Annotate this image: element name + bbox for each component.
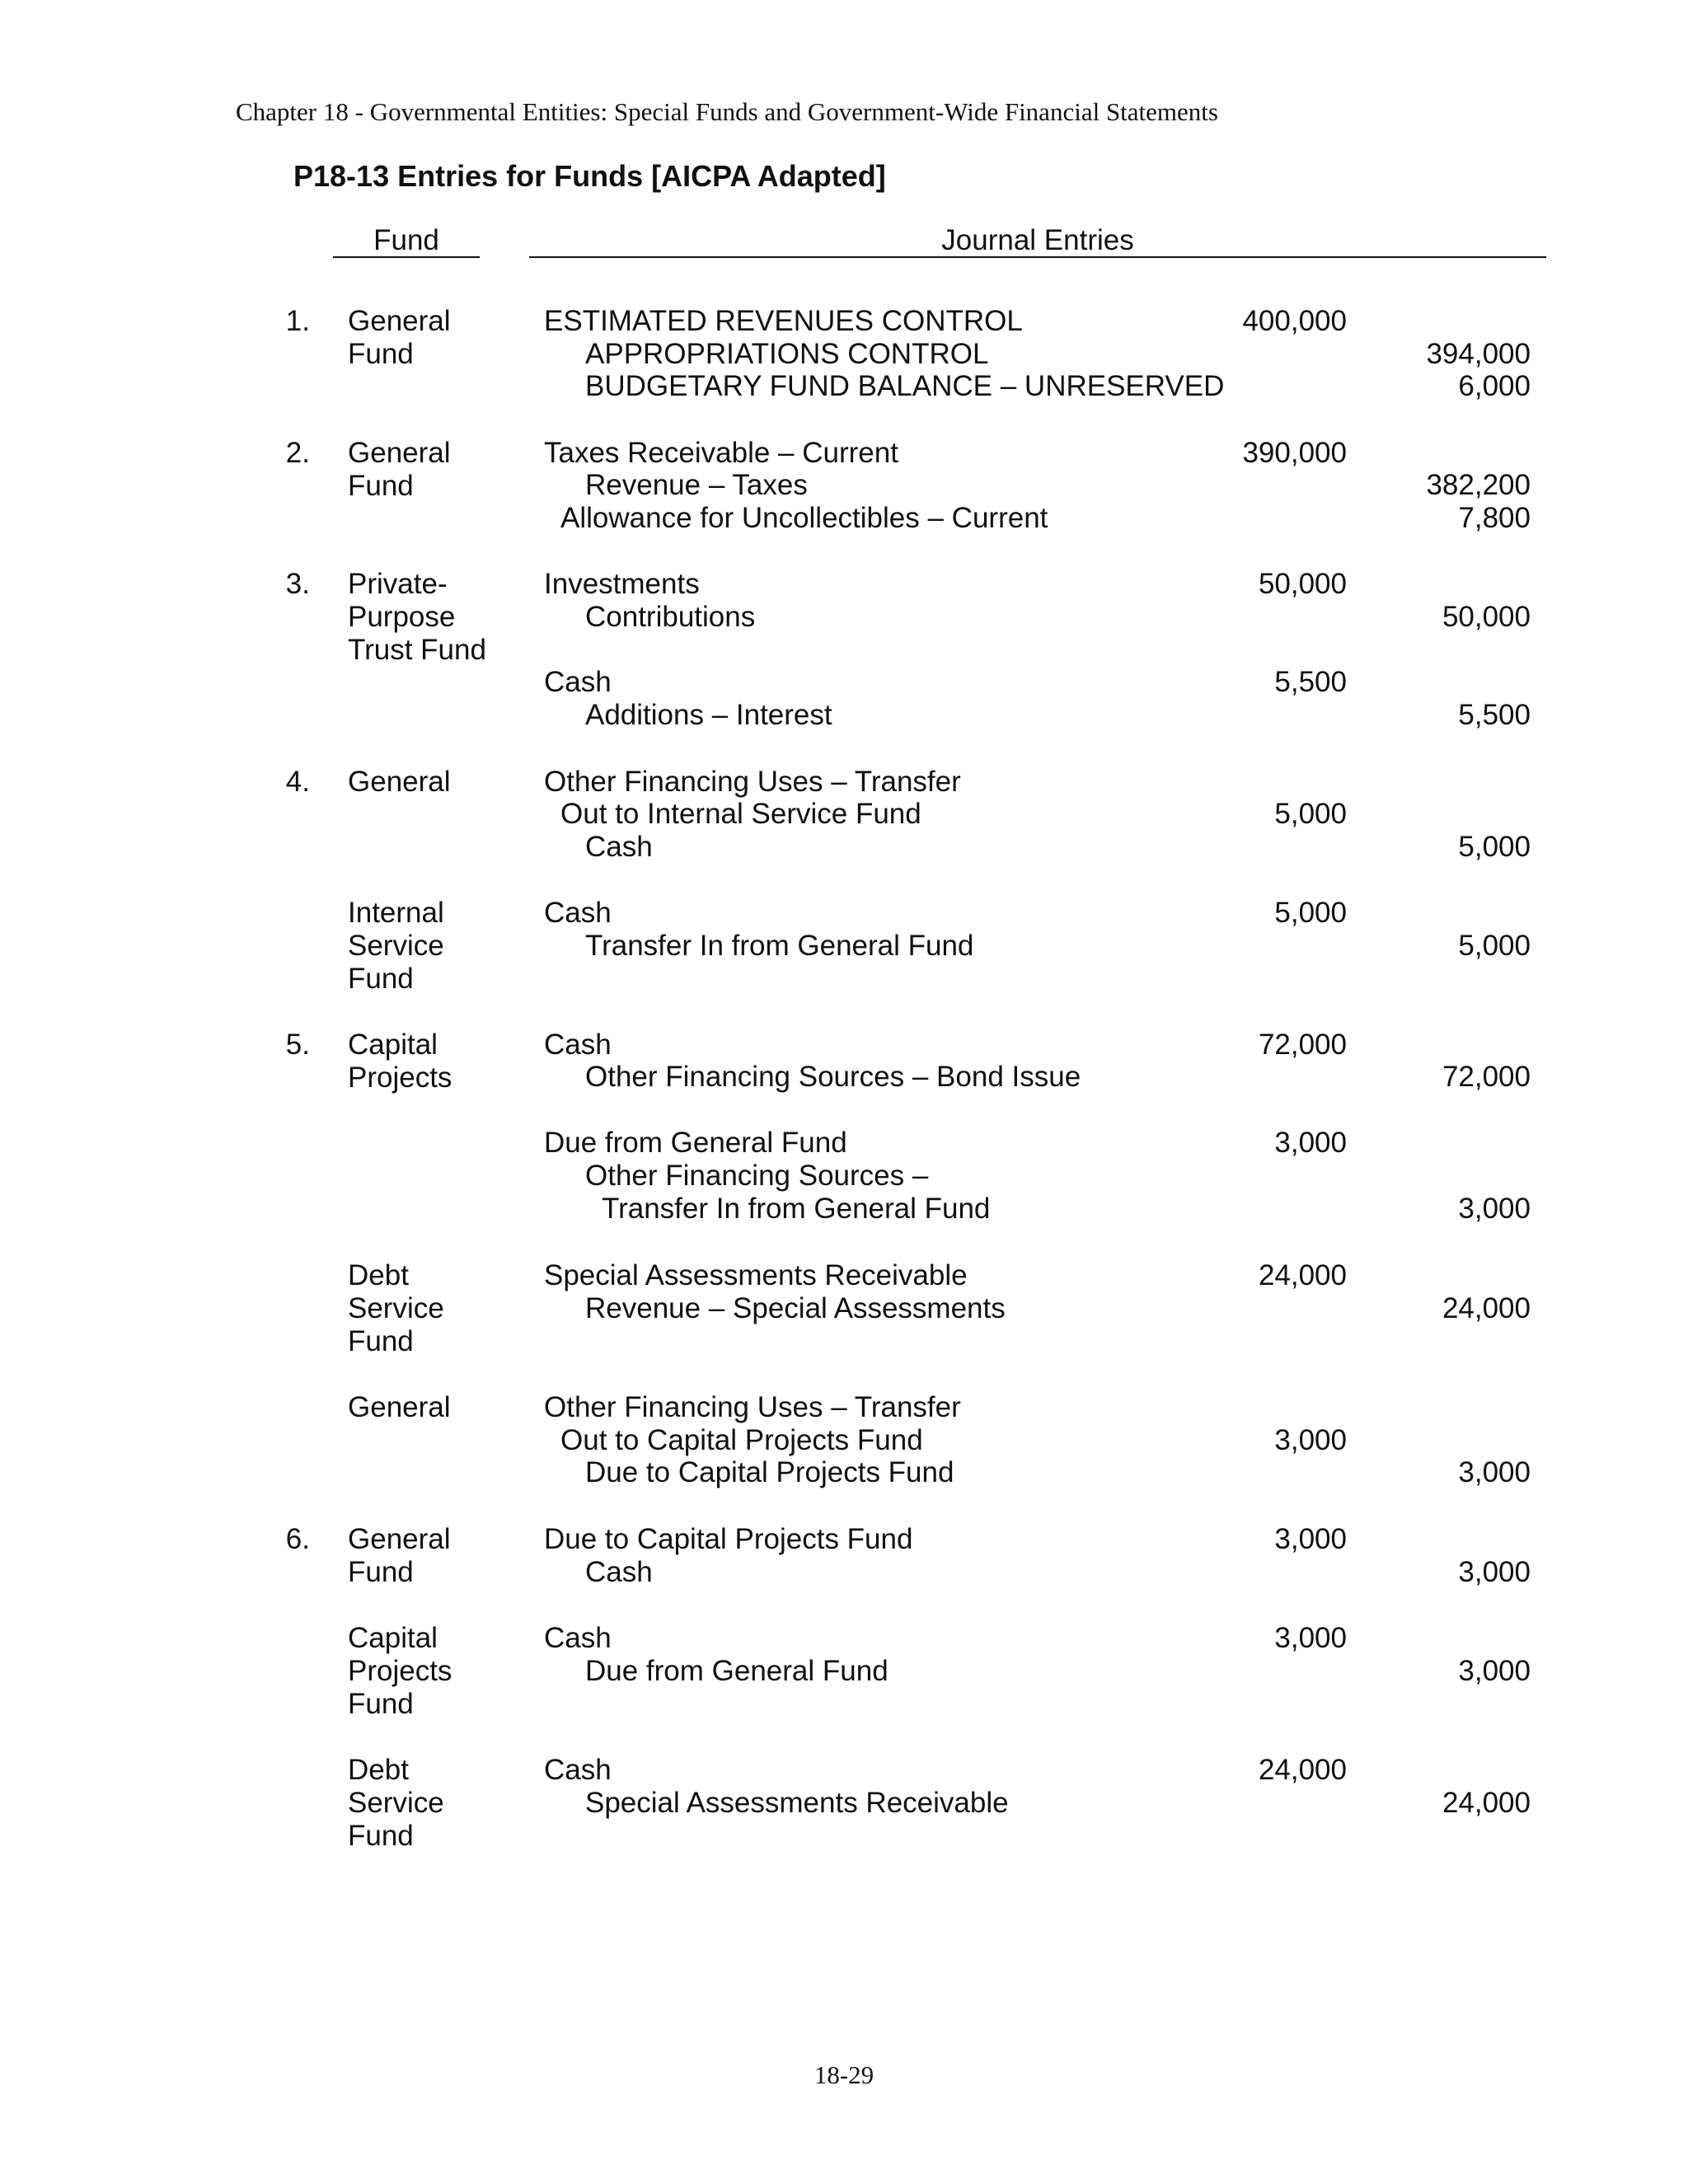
debit-amount: 24,000 [1258, 1259, 1347, 1291]
account-title: Taxes Receivable – Current [544, 437, 898, 469]
fund-name-line: Capital [348, 1029, 438, 1061]
fund-name-line: Purpose [348, 601, 456, 633]
credit-amount: 5,500 [1458, 699, 1531, 731]
account-title: Other Financing Uses – Transfer [544, 1391, 961, 1423]
debit-amount: 3,000 [1274, 1424, 1347, 1456]
credit-amount: 3,000 [1458, 1556, 1531, 1588]
account-title: Allowance for Uncollectibles – Current [560, 502, 1048, 534]
fund-name-line: General [348, 437, 451, 469]
account-title: Due from General Fund [585, 1655, 889, 1687]
journal-header-rule [529, 256, 1546, 258]
account-title: Other Financing Uses – Transfer [544, 766, 961, 798]
fund-name-line: Fund [348, 1325, 414, 1357]
fund-name-line: Service [348, 930, 444, 962]
account-title: Due from General Fund [544, 1127, 847, 1159]
fund-name-line: General [348, 1391, 451, 1423]
debit-amount: 3,000 [1274, 1127, 1347, 1159]
account-title: Other Financing Sources – Bond Issue [585, 1061, 1081, 1093]
credit-amount: 5,000 [1458, 831, 1531, 863]
account-title: Additions – Interest [585, 699, 832, 731]
account-title: Due to Capital Projects Fund [544, 1523, 913, 1555]
debit-amount: 5,000 [1274, 798, 1347, 830]
debit-amount: 50,000 [1258, 568, 1347, 600]
debit-amount: 3,000 [1274, 1622, 1347, 1654]
column-header-fund: Fund [373, 224, 439, 256]
entry-number: 5. [285, 1029, 310, 1061]
debit-amount: 24,000 [1258, 1754, 1347, 1786]
account-title: Transfer In from General Fund [585, 930, 974, 962]
fund-name-line: Trust Fund [348, 634, 486, 666]
credit-amount: 50,000 [1442, 601, 1531, 633]
credit-amount: 24,000 [1442, 1787, 1531, 1819]
account-title: Cash [544, 666, 612, 698]
account-title: Revenue – Taxes [585, 469, 808, 501]
fund-name-line: Service [348, 1787, 444, 1819]
debit-amount: 390,000 [1242, 437, 1347, 469]
entry-number: 4. [285, 766, 310, 798]
account-title: ESTIMATED REVENUES CONTROL [544, 305, 1023, 337]
debit-amount: 400,000 [1242, 305, 1347, 337]
fund-name-line: Fund [348, 1688, 414, 1720]
credit-amount: 7,800 [1458, 502, 1531, 534]
account-title: Cash [544, 897, 612, 929]
entry-number: 6. [285, 1523, 310, 1555]
problem-title: P18-13 Entries for Funds [AICPA Adapted] [293, 159, 886, 193]
account-title: Transfer In from General Fund [602, 1193, 991, 1225]
fund-name-line: Fund [348, 963, 414, 995]
credit-amount: 3,000 [1458, 1193, 1531, 1225]
debit-amount: 72,000 [1258, 1029, 1347, 1061]
account-title: BUDGETARY FUND BALANCE – UNRESERVED [585, 370, 1225, 402]
debit-amount: 5,500 [1274, 666, 1347, 698]
account-title: Special Assessments Receivable [585, 1787, 1009, 1819]
entry-number: 2. [285, 437, 310, 469]
account-title: Revenue – Special Assessments [585, 1292, 1006, 1324]
fund-name-line: Fund [348, 1556, 414, 1588]
fund-name-line: Private- [348, 568, 448, 600]
page-number: 18-29 [814, 2060, 874, 2089]
account-title: Cash [544, 1029, 612, 1061]
entry-number: 1. [285, 305, 310, 337]
entry-number: 3. [285, 568, 310, 600]
account-title: Out to Capital Projects Fund [560, 1424, 923, 1456]
fund-name-line: General [348, 305, 451, 337]
fund-name-line: Debt [348, 1259, 409, 1291]
credit-amount: 72,000 [1442, 1061, 1531, 1093]
account-title: Special Assessments Receivable [544, 1259, 968, 1291]
account-title: Due to Capital Projects Fund [585, 1456, 954, 1488]
fund-name-line: Capital [348, 1622, 438, 1654]
debit-amount: 3,000 [1274, 1523, 1347, 1555]
credit-amount: 5,000 [1458, 930, 1531, 962]
fund-name-line: Fund [348, 1820, 414, 1852]
credit-amount: 394,000 [1426, 338, 1531, 370]
fund-name-line: Service [348, 1292, 444, 1324]
account-title: Cash [585, 831, 653, 863]
fund-name-line: General [348, 766, 451, 798]
account-title: Out to Internal Service Fund [560, 798, 921, 830]
account-title: Contributions [585, 601, 756, 633]
credit-amount: 6,000 [1458, 370, 1531, 402]
account-title: Investments [544, 568, 700, 600]
fund-name-line: Fund [348, 470, 414, 502]
fund-header-rule [333, 256, 480, 258]
credit-amount: 3,000 [1458, 1655, 1531, 1687]
credit-amount: 24,000 [1442, 1292, 1531, 1324]
credit-amount: 382,200 [1426, 469, 1531, 501]
fund-name-line: Debt [348, 1754, 409, 1786]
credit-amount: 3,000 [1458, 1456, 1531, 1488]
fund-name-line: Projects [348, 1062, 452, 1094]
account-title: Other Financing Sources – [585, 1160, 929, 1192]
fund-name-line: Fund [348, 338, 414, 370]
chapter-header: Chapter 18 - Governmental Entities: Special Funds and Government-Wide Financial Statements [236, 97, 1218, 126]
account-title: Cash [544, 1622, 612, 1654]
account-title: Cash [544, 1754, 612, 1786]
fund-name-line: Projects [348, 1655, 452, 1687]
fund-name-line: Internal [348, 897, 444, 929]
account-title: APPROPRIATIONS CONTROL [585, 338, 989, 370]
column-header-journal-entries: Journal Entries [941, 224, 1134, 256]
account-title: Cash [585, 1556, 653, 1588]
debit-amount: 5,000 [1274, 897, 1347, 929]
fund-name-line: General [348, 1523, 451, 1555]
